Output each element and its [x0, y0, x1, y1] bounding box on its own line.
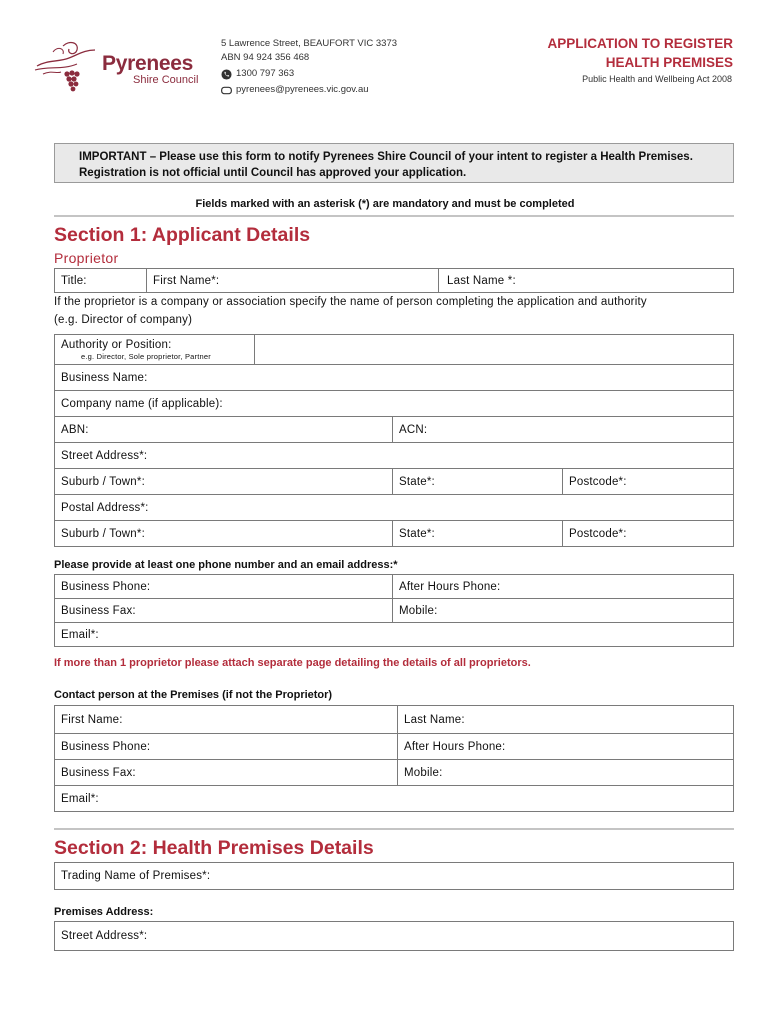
legislation-reference: Public Health and Wellbeing Act 2008 [582, 74, 732, 84]
first-name-label: First Name*: [153, 274, 220, 287]
contact-last-name-field[interactable] [398, 706, 734, 734]
last-name-field[interactable] [439, 269, 734, 293]
postcode-label: Postcode*: [569, 475, 627, 488]
trading-name-label: Trading Name of Premises*: [61, 870, 211, 882]
phone-table [54, 574, 734, 647]
after-hours-field[interactable] [393, 575, 734, 599]
company-note-line2: (e.g. Director of company) [54, 314, 193, 326]
after-hours-label: After Hours Phone: [399, 580, 501, 593]
premises-street-address-label: Street Address*: [61, 930, 148, 942]
business-phone-label: Business Phone: [61, 580, 151, 593]
important-line1: IMPORTANT – Please use this form to notify Pyrenees Shire Council of your intent to register a Health Premises. [79, 151, 693, 163]
postal-postcode-label: Postcode*: [569, 527, 627, 540]
logo-name: Pyrenees [102, 52, 194, 75]
divider [54, 215, 734, 217]
contact-details [221, 37, 397, 97]
premises-address-table [54, 921, 734, 951]
email-label: Email*: [61, 628, 99, 641]
form-title-line2: HEALTH PREMISES [605, 55, 733, 70]
section1-title: Section 1: Applicant Details [54, 224, 311, 246]
business-fax-label: Business Fax: [61, 604, 136, 617]
contact-last-name-label: Last Name: [404, 713, 465, 726]
postal-suburb-label: Suburb / Town*: [61, 527, 145, 540]
phone-email-heading: Please provide at least one phone number and an email address:* [54, 559, 398, 571]
contact-email-label: Email*: [61, 792, 99, 805]
business-fax-field[interactable] [55, 599, 393, 623]
contact-after-hours-field[interactable] [398, 734, 734, 760]
business-name-field[interactable] [55, 365, 734, 391]
postal-address-label: Postal Address*: [61, 501, 149, 514]
authority-label-cell [55, 335, 255, 365]
authority-label: Authority or Position: [61, 338, 172, 351]
postal-state-label: State*: [399, 527, 435, 540]
contact-mobile-label: Mobile: [404, 766, 443, 779]
business-phone-field[interactable] [55, 575, 393, 599]
acn-field[interactable] [393, 417, 734, 443]
suburb-label: Suburb / Town*: [61, 475, 145, 488]
form-title-line1: APPLICATION TO REGISTER [547, 36, 733, 51]
company-note-line1: If the proprietor is a company or association specify the name of person completing the application and authority [54, 296, 647, 308]
grape-vine-icon [33, 40, 103, 100]
email-icon [221, 85, 232, 96]
abn-label: ABN: [61, 423, 89, 436]
council-abn: ABN 94 924 356 468 [221, 52, 310, 63]
important-line2: Registration is not official until Council has approved your application. [79, 167, 467, 179]
premises-street-address-field[interactable] [55, 922, 734, 951]
authority-input[interactable] [255, 335, 734, 365]
suburb-field[interactable] [55, 469, 393, 495]
council-email[interactable]: pyrenees@pyrenees.vic.gov.au [236, 84, 369, 95]
abn-field[interactable] [55, 417, 393, 443]
street-address-label: Street Address*: [61, 449, 148, 462]
important-notice [54, 143, 734, 183]
logo-subtitle: Shire Council [133, 74, 199, 86]
company-name-field[interactable] [55, 391, 734, 417]
page-header [0, 0, 770, 120]
council-phone[interactable]: 1300 797 363 [236, 68, 295, 79]
first-name-field[interactable] [147, 269, 439, 293]
email-field[interactable] [55, 623, 734, 647]
contact-business-phone-field[interactable] [55, 734, 398, 760]
trading-name-field[interactable] [55, 863, 734, 890]
postal-postcode-field[interactable] [563, 521, 734, 547]
company-note [54, 293, 647, 329]
postal-address-field[interactable] [55, 495, 734, 521]
contact-email-field[interactable] [55, 786, 734, 812]
contact-business-fax-field[interactable] [55, 760, 398, 786]
street-address-field[interactable] [55, 443, 734, 469]
form-title [547, 34, 733, 72]
postal-state-field[interactable] [393, 521, 563, 547]
contact-first-name-field[interactable] [55, 706, 398, 734]
authority-hint: e.g. Director, Sole proprietor, Partner [81, 351, 211, 361]
contact-business-phone-label: Business Phone: [61, 740, 151, 753]
section2-title: Section 2: Health Premises Details [54, 837, 374, 859]
state-field[interactable] [393, 469, 563, 495]
contact-person-table [54, 705, 734, 812]
contact-business-fax-label: Business Fax: [61, 766, 136, 779]
council-logo [33, 40, 203, 100]
postcode-field[interactable] [563, 469, 734, 495]
title-field[interactable] [55, 269, 147, 293]
proprietor-heading: Proprietor [54, 250, 119, 266]
postal-suburb-field[interactable] [55, 521, 393, 547]
multi-proprietor-note: If more than 1 proprietor please attach separate page detailing the details of all proprietors. [54, 657, 531, 669]
premises-address-heading: Premises Address: [54, 906, 154, 918]
mandatory-fields-note: Fields marked with an asterisk (*) are mandatory and must be completed [195, 198, 575, 210]
authority-table [54, 334, 734, 365]
phone-icon [221, 69, 232, 80]
acn-label: ACN: [399, 423, 428, 436]
contact-person-heading: Contact person at the Premises (if not the Proprietor) [54, 689, 333, 701]
mobile-field[interactable] [393, 599, 734, 623]
business-name-label: Business Name: [61, 371, 148, 384]
contact-mobile-field[interactable] [398, 760, 734, 786]
mobile-label: Mobile: [399, 604, 438, 617]
trading-name-table [54, 862, 734, 890]
contact-after-hours-label: After Hours Phone: [404, 740, 506, 753]
contact-first-name-label: First Name: [61, 713, 123, 726]
company-name-label: Company name (if applicable): [61, 397, 223, 410]
council-address: 5 Lawrence Street, BEAUFORT VIC 3373 [221, 38, 398, 49]
proprietor-name-table [54, 268, 734, 293]
title-label: Title: [61, 274, 87, 287]
business-details-table [54, 364, 734, 547]
state-label: State*: [399, 475, 435, 488]
last-name-label: Last Name *: [447, 274, 516, 287]
divider [54, 828, 734, 830]
